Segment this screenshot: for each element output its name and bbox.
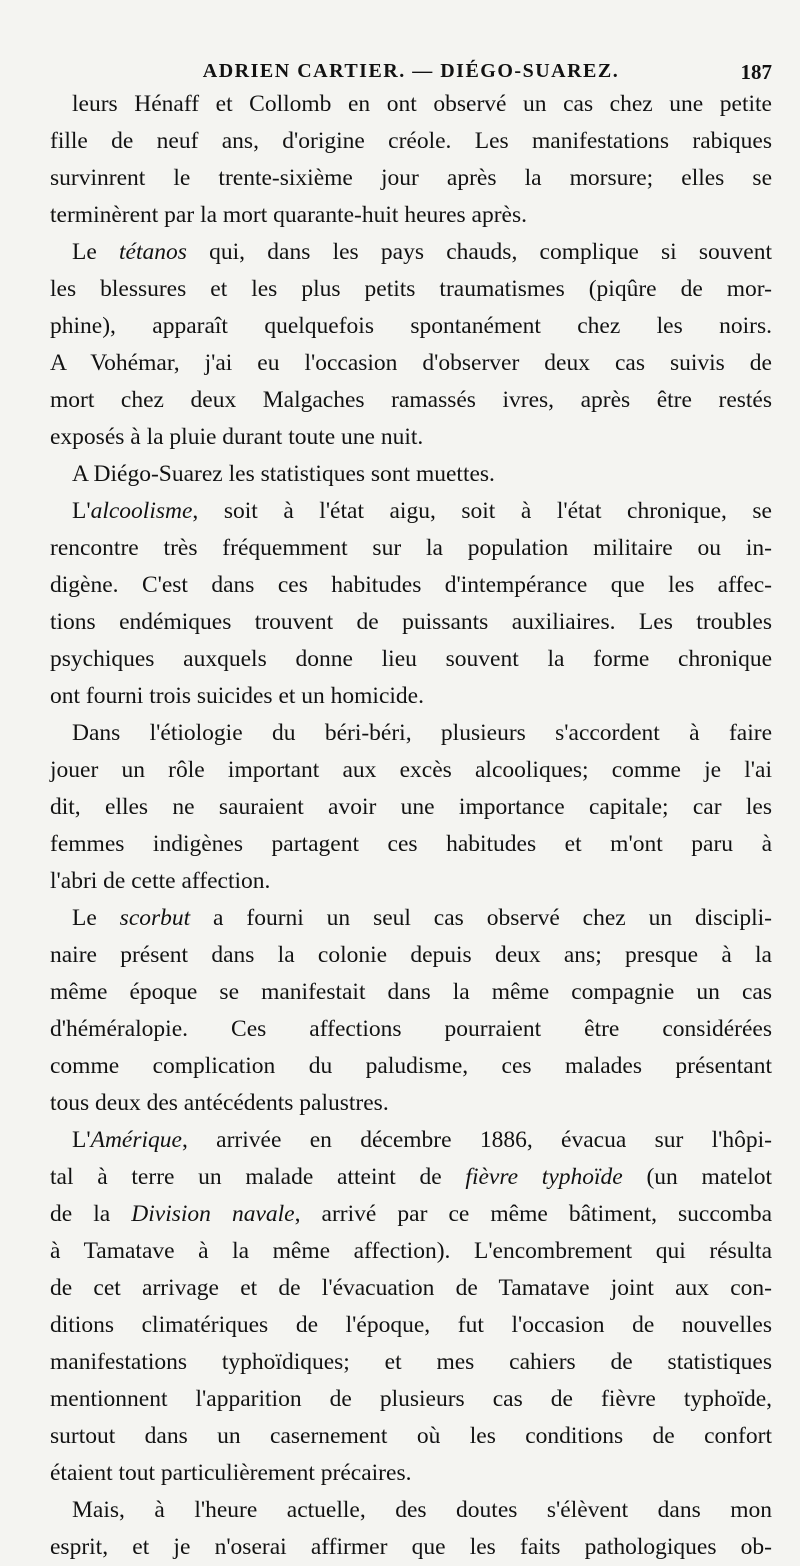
text-run: Dans l'étiologie du béri-béri, plusieurs s'accordent à faire [72,720,772,746]
text-run: à Tamatave à la même affection). L'encombrement qui résulta [50,1238,772,1264]
text-run: Mais, à l'heure actuelle, des doutes s'élèvent dans mon [72,1497,772,1523]
text-line [50,382,772,419]
text-run: même époque se manifestait dans la même compagnie un cas [50,979,772,1005]
text-line [50,1418,772,1455]
text-line [50,1455,772,1492]
italic-term: scorbut [119,905,191,931]
text-line [50,1529,772,1566]
text-run: qui, dans les pays chauds, complique si souvent [186,239,772,265]
text-run: mentionnent l'apparition de plusieurs cas de fièvre typhoïde, [50,1386,772,1412]
body-text [50,86,772,1566]
text-run: (un matelot [622,1164,773,1190]
text-line [50,863,772,900]
text-run: dit, elles ne sauraient avoir une importance capitale; car les [50,794,772,820]
text-run: les blessures et les plus petits traumatismes (piqûre de mor- [50,276,772,302]
text-run: Le [72,905,120,931]
text-line [50,345,772,382]
text-line [50,197,772,234]
text-run: tal à terre un malade atteint de [50,1164,466,1190]
text-line [50,567,772,604]
text-run: terminèrent par la mort quarante-huit heures après. [50,202,527,228]
text-line [50,1159,772,1196]
text-line [50,715,772,752]
text-run: d'héméralopie. Ces affections pourraient être considérées [50,1016,772,1042]
text-run: Le [72,239,120,265]
text-run: de la [50,1201,132,1227]
text-line [50,974,772,1011]
italic-term: tétanos [119,239,187,265]
text-run: l'abri de cette affection. [50,868,271,894]
text-line [50,123,772,160]
text-run: , soit à l'état aigu, soit à l'état chronique, se [192,498,772,524]
text-line [50,419,772,456]
text-line [50,234,772,271]
text-run: jouer un rôle important aux excès alcooliques; comme je l'ai [50,757,772,783]
text-run: rencontre très fréquemment sur la population militaire ou in- [50,535,772,561]
text-run: a fourni un seul cas observé chez un discipli- [190,905,772,931]
text-line [50,1196,772,1233]
text-line [50,678,772,715]
text-line [50,604,772,641]
text-line [50,493,772,530]
text-line [50,308,772,345]
text-line [50,1492,772,1529]
text-line [50,937,772,974]
text-run: tions endémiques trouvent de puissants auxiliaires. Les troubles [50,609,772,635]
text-line [50,752,772,789]
text-line [50,1011,772,1048]
italic-term: alcoolisme [90,498,193,524]
text-line [50,271,772,308]
text-line [50,1122,772,1159]
text-line [50,1381,772,1418]
text-run: de cet arrivage et de l'évacuation de Tamatave joint aux con- [50,1275,772,1301]
text-run: manifestations typhoïdiques; et mes cahiers de statistiques [50,1349,772,1375]
page-number: 187 [740,60,772,84]
text-run: étaient tout particulièrement précaires. [50,1460,412,1486]
text-run: ont fourni trois suicides et un homicide. [50,683,424,709]
text-run: L' [72,1127,91,1153]
text-run: A Vohémar, j'ai eu l'occasion d'observer deux cas suivis de [50,350,772,376]
text-run: comme complication du paludisme, ces malades présentant [50,1053,772,1079]
text-run: phine), apparaît quelquefois spontanément chez les noirs. [50,313,772,339]
italic-term: Division navale [131,1201,295,1227]
text-line [50,530,772,567]
text-run: ditions climatériques de l'époque, fut l'occasion de nouvelles [50,1312,772,1338]
text-run: digène. C'est dans ces habitudes d'intempérance que les affec- [50,572,772,598]
text-line [50,1048,772,1085]
text-run: leurs Hénaff et Collomb en ont observé un cas chez une petite [72,91,772,117]
text-line [50,641,772,678]
text-run: naire présent dans la colonie depuis deux ans; presque à la [50,942,772,968]
text-run: fille de neuf ans, d'origine créole. Les manifestations rabiques [50,128,772,154]
text-run: esprit, et je n'oserai affirmer que les faits pathologiques ob- [50,1534,772,1560]
running-head: ADRIEN CARTIER. — DIÉGO-SUAREZ. [202,60,620,82]
text-line [50,826,772,863]
text-run: , arrivé par ce même bâtiment, succomba [294,1201,772,1227]
text-run: survinrent le trente-sixième jour après la morsure; elles se [50,165,772,191]
text-run: surtout dans un casernement où les conditions de confort [50,1423,772,1449]
text-run: A Diégo-Suarez les statistiques sont muettes. [72,461,495,487]
text-line [50,456,772,493]
text-line [50,86,772,123]
text-line [50,900,772,937]
text-line [50,1233,772,1270]
text-run: , arrivée en décembre 1886, évacua sur l'hôpi- [181,1127,772,1153]
text-line [50,1307,772,1344]
text-run: L' [72,498,91,524]
text-run: tous deux des antécédents palustres. [50,1090,389,1116]
text-run: psychiques auxquels donne lieu souvent la forme chronique [50,646,772,672]
text-run: mort chez deux Malgaches ramassés ivres, après être restés [50,387,772,413]
text-line [50,789,772,826]
text-run: femmes indigènes partagent ces habitudes et m'ont paru à [50,831,772,857]
text-line [50,160,772,197]
italic-term: Amérique [90,1127,182,1153]
italic-term: fièvre typhoïde [465,1164,623,1190]
text-line [50,1085,772,1122]
text-line [50,1270,772,1307]
text-line [50,1344,772,1381]
text-run: exposés à la pluie durant toute une nuit. [50,424,424,450]
